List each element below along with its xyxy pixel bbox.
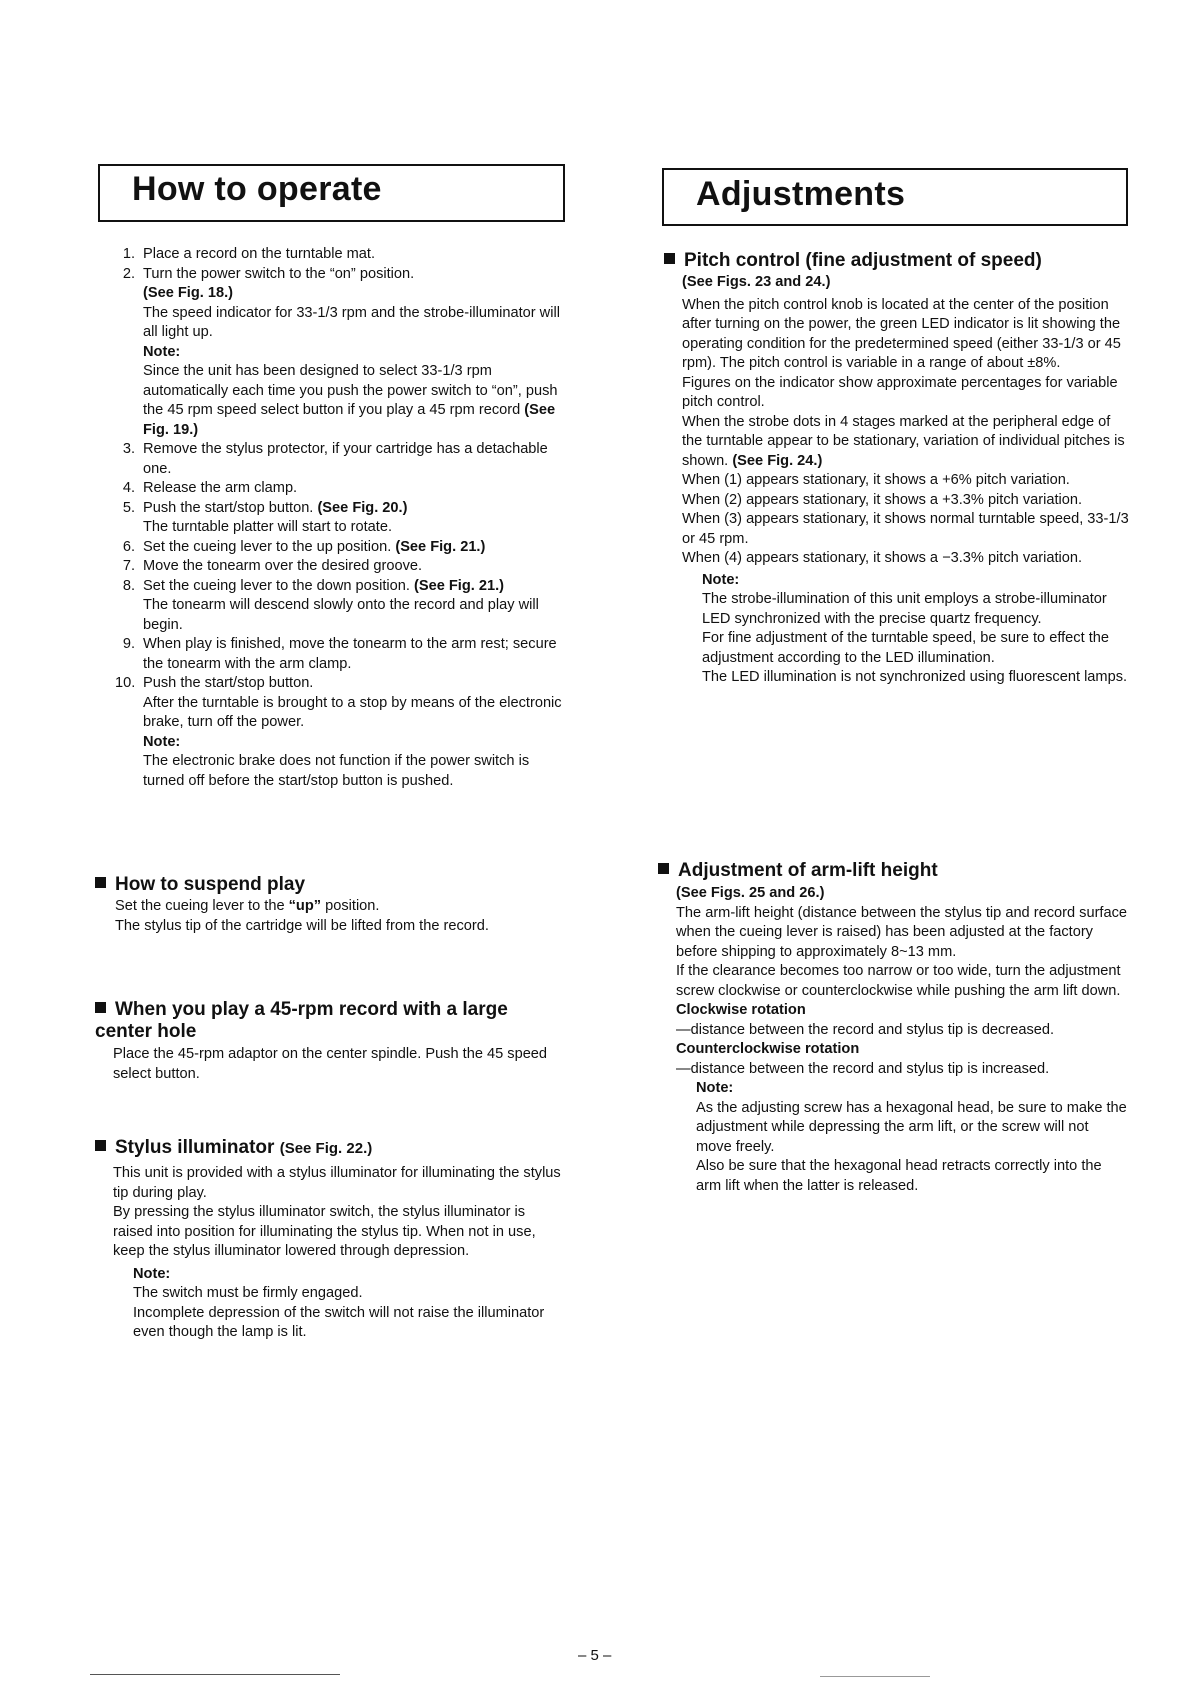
- step-1: 1. Place a record on the turntable mat.: [122, 246, 376, 262]
- suspend-body: Set the cueing lever to the “up” position. The stylus tip of the cartridge will be lifted from the record.: [115, 898, 489, 934]
- operation-steps: [115, 245, 565, 791]
- bullet-square-icon: [664, 253, 675, 264]
- adjustments-title-box: [662, 168, 1128, 226]
- step-10: 10. Push the start/stop button. After the turntable is brought to a stop by means of the electronic brake, turn off the power. Note: The electronic brake does not function if the power switch is turned off before the start/stop button is pushed.: [115, 675, 562, 789]
- how-to-operate-title-box: [98, 164, 565, 222]
- step-9: 9. When play is finished, move the tonearm to the arm rest; secure the tonearm with the arm clamp.: [122, 636, 557, 672]
- step-8: 8. Set the cueing lever to the down position. (See Fig. 21.) The tonearm will descend slowly onto the record and play will begin.: [122, 577, 539, 633]
- page-title-adjustments: Adjustments: [696, 175, 906, 213]
- fig-ref: (See Fig. 22.): [279, 1140, 373, 1157]
- fig-ref: (See Figs. 23 and 24.): [682, 274, 831, 290]
- arm-lift-body: (See Figs. 25 and 26.) The arm-lift height (distance between the stylus tip and record surface when the cueing lever is raised) has been adjusted at the factory before shipping to approximately 8~13 mm. If the clearance becomes too narrow or too wide, turn the adjustment screw clockwise or counterclockwise while pushing the arm lift down. Clockwise rotation —distance between the record and stylus tip is decreased. Counterclockwise rotation —distance between the record and stylus tip is increased. Note: As the adjusting screw has a hexagonal head, be sure to make the adjustment while depressing the arm lift, or the screw will not move freely. Also be sure that the hexagonal head retracts correctly into the arm lift when the latter is released.: [676, 885, 1128, 1194]
- fig-ref: (See Fig. 18.): [143, 285, 234, 301]
- note-label: Note:: [143, 343, 181, 360]
- page-number: – 5 –: [578, 1647, 612, 1664]
- section-heading-stylus-illuminator: Stylus illuminator (See Fig. 22.): [95, 1137, 565, 1160]
- fig-ref: (See Fig. 21.): [413, 577, 505, 594]
- fig-ref: (See Fig. 20.): [317, 499, 408, 516]
- note-label: Note:: [133, 1265, 171, 1282]
- bullet-square-icon: [95, 1002, 106, 1013]
- section-heading-arm-lift: Adjustment of arm-lift height: [658, 860, 1128, 882]
- clockwise-label: Clockwise rotation: [676, 1002, 806, 1018]
- step-6: 6. Set the cueing lever to the up position. (See Fig. 21.): [122, 538, 486, 555]
- fig-ref: (See Fig. 21.): [395, 538, 486, 555]
- fig-ref: (See Fig. 24.): [732, 452, 823, 469]
- note-label: Note:: [702, 571, 740, 588]
- pitch-control-body: (See Figs. 23 and 24.) When the pitch control knob is located at the center of the position after turning on the power, the green LED indicator is lit showing the operating condition for the predetermined speed (either 33-1/3 or 45 rpm). The pitch control is variable in a range of about ±8%. Figures on the indicator show approximate percentages for variable pitch control. When the strobe dots in 4 stages marked at the peripheral edge of the turntable appear to be stationary, variation of individual pitches is shown. (See Fig. 24.) When (1) appears stationary, it shows a +6% pitch variation. When (2) appears stationary, it shows a +3.3% pitch variation. When (3) appears stationary, it shows normal turntable speed, 33-1/3 or 45 rpm. When (4) appears stationary, it shows a −3.3% pitch variation. Note: The strobe-illumination of this unit employs a strobe-illuminator LED synchronized with the precise quartz frequency. For fine adjustment of the turntable speed, be sure to effect the adjustment according to the LED illumination. The LED illumination is not synchronized using fluorescent lamps.: [682, 274, 1129, 685]
- note-label: Note:: [696, 1080, 734, 1096]
- bullet-square-icon: [95, 877, 106, 888]
- section-heading-pitch-control: Pitch control (fine adjustment of speed): [664, 250, 1134, 272]
- step-5: 5. Push the start/stop button. (See Fig. 20.) The turntable platter will start to rotate.: [122, 499, 408, 535]
- section-heading-suspend: How to suspend play: [95, 874, 565, 896]
- stylus-illuminator-body: This unit is provided with a stylus illuminator for illuminating the stylus tip during play. By pressing the stylus illuminator switch, the stylus illuminator is raised into position for illuminating the stylus tip. When not in use, keep the stylus illuminator lowered through depression. Note: The switch must be firmly engaged. Incomplete depression of the switch will not raise the illuminator even though the lamp is lit.: [113, 1164, 563, 1343]
- note-label: Note:: [143, 733, 181, 750]
- bullet-square-icon: [658, 863, 669, 874]
- footer-rule: [820, 1676, 930, 1677]
- section-heading-large-hole: When you play a 45-rpm record with a large center hole: [95, 999, 508, 1042]
- footer-rule: [90, 1674, 340, 1675]
- step-7: 7. Move the tonearm over the desired groove.: [122, 558, 423, 574]
- large-hole-body: Place the 45-rpm adaptor on the center spindle. Push the 45 speed select button.: [113, 1046, 548, 1082]
- page-title-how-to-operate: How to operate: [132, 170, 382, 208]
- step-4: 4. Release the arm clamp.: [122, 480, 298, 496]
- step-3: 3. Remove the stylus protector, if your cartridge has a detachable one.: [122, 441, 548, 477]
- step-2: 2. Turn the power switch to the “on” position. (See Fig. 18.) The speed indicator for 33-1/3 rpm and the strobe-illuminator will all light up. Note: Since the unit has been designed to select 33-1/3 rpm automatically each time you push the power switch to “on”, push the 45 rpm speed select button if you play a 45 rpm record (See Fig. 19.): [122, 265, 560, 438]
- counterclockwise-label: Counterclockwise rotation: [676, 1041, 860, 1057]
- fig-ref: (See Fig. 19.): [143, 402, 556, 438]
- bullet-square-icon: [95, 1140, 106, 1151]
- fig-ref: (See Figs. 25 and 26.): [676, 885, 825, 901]
